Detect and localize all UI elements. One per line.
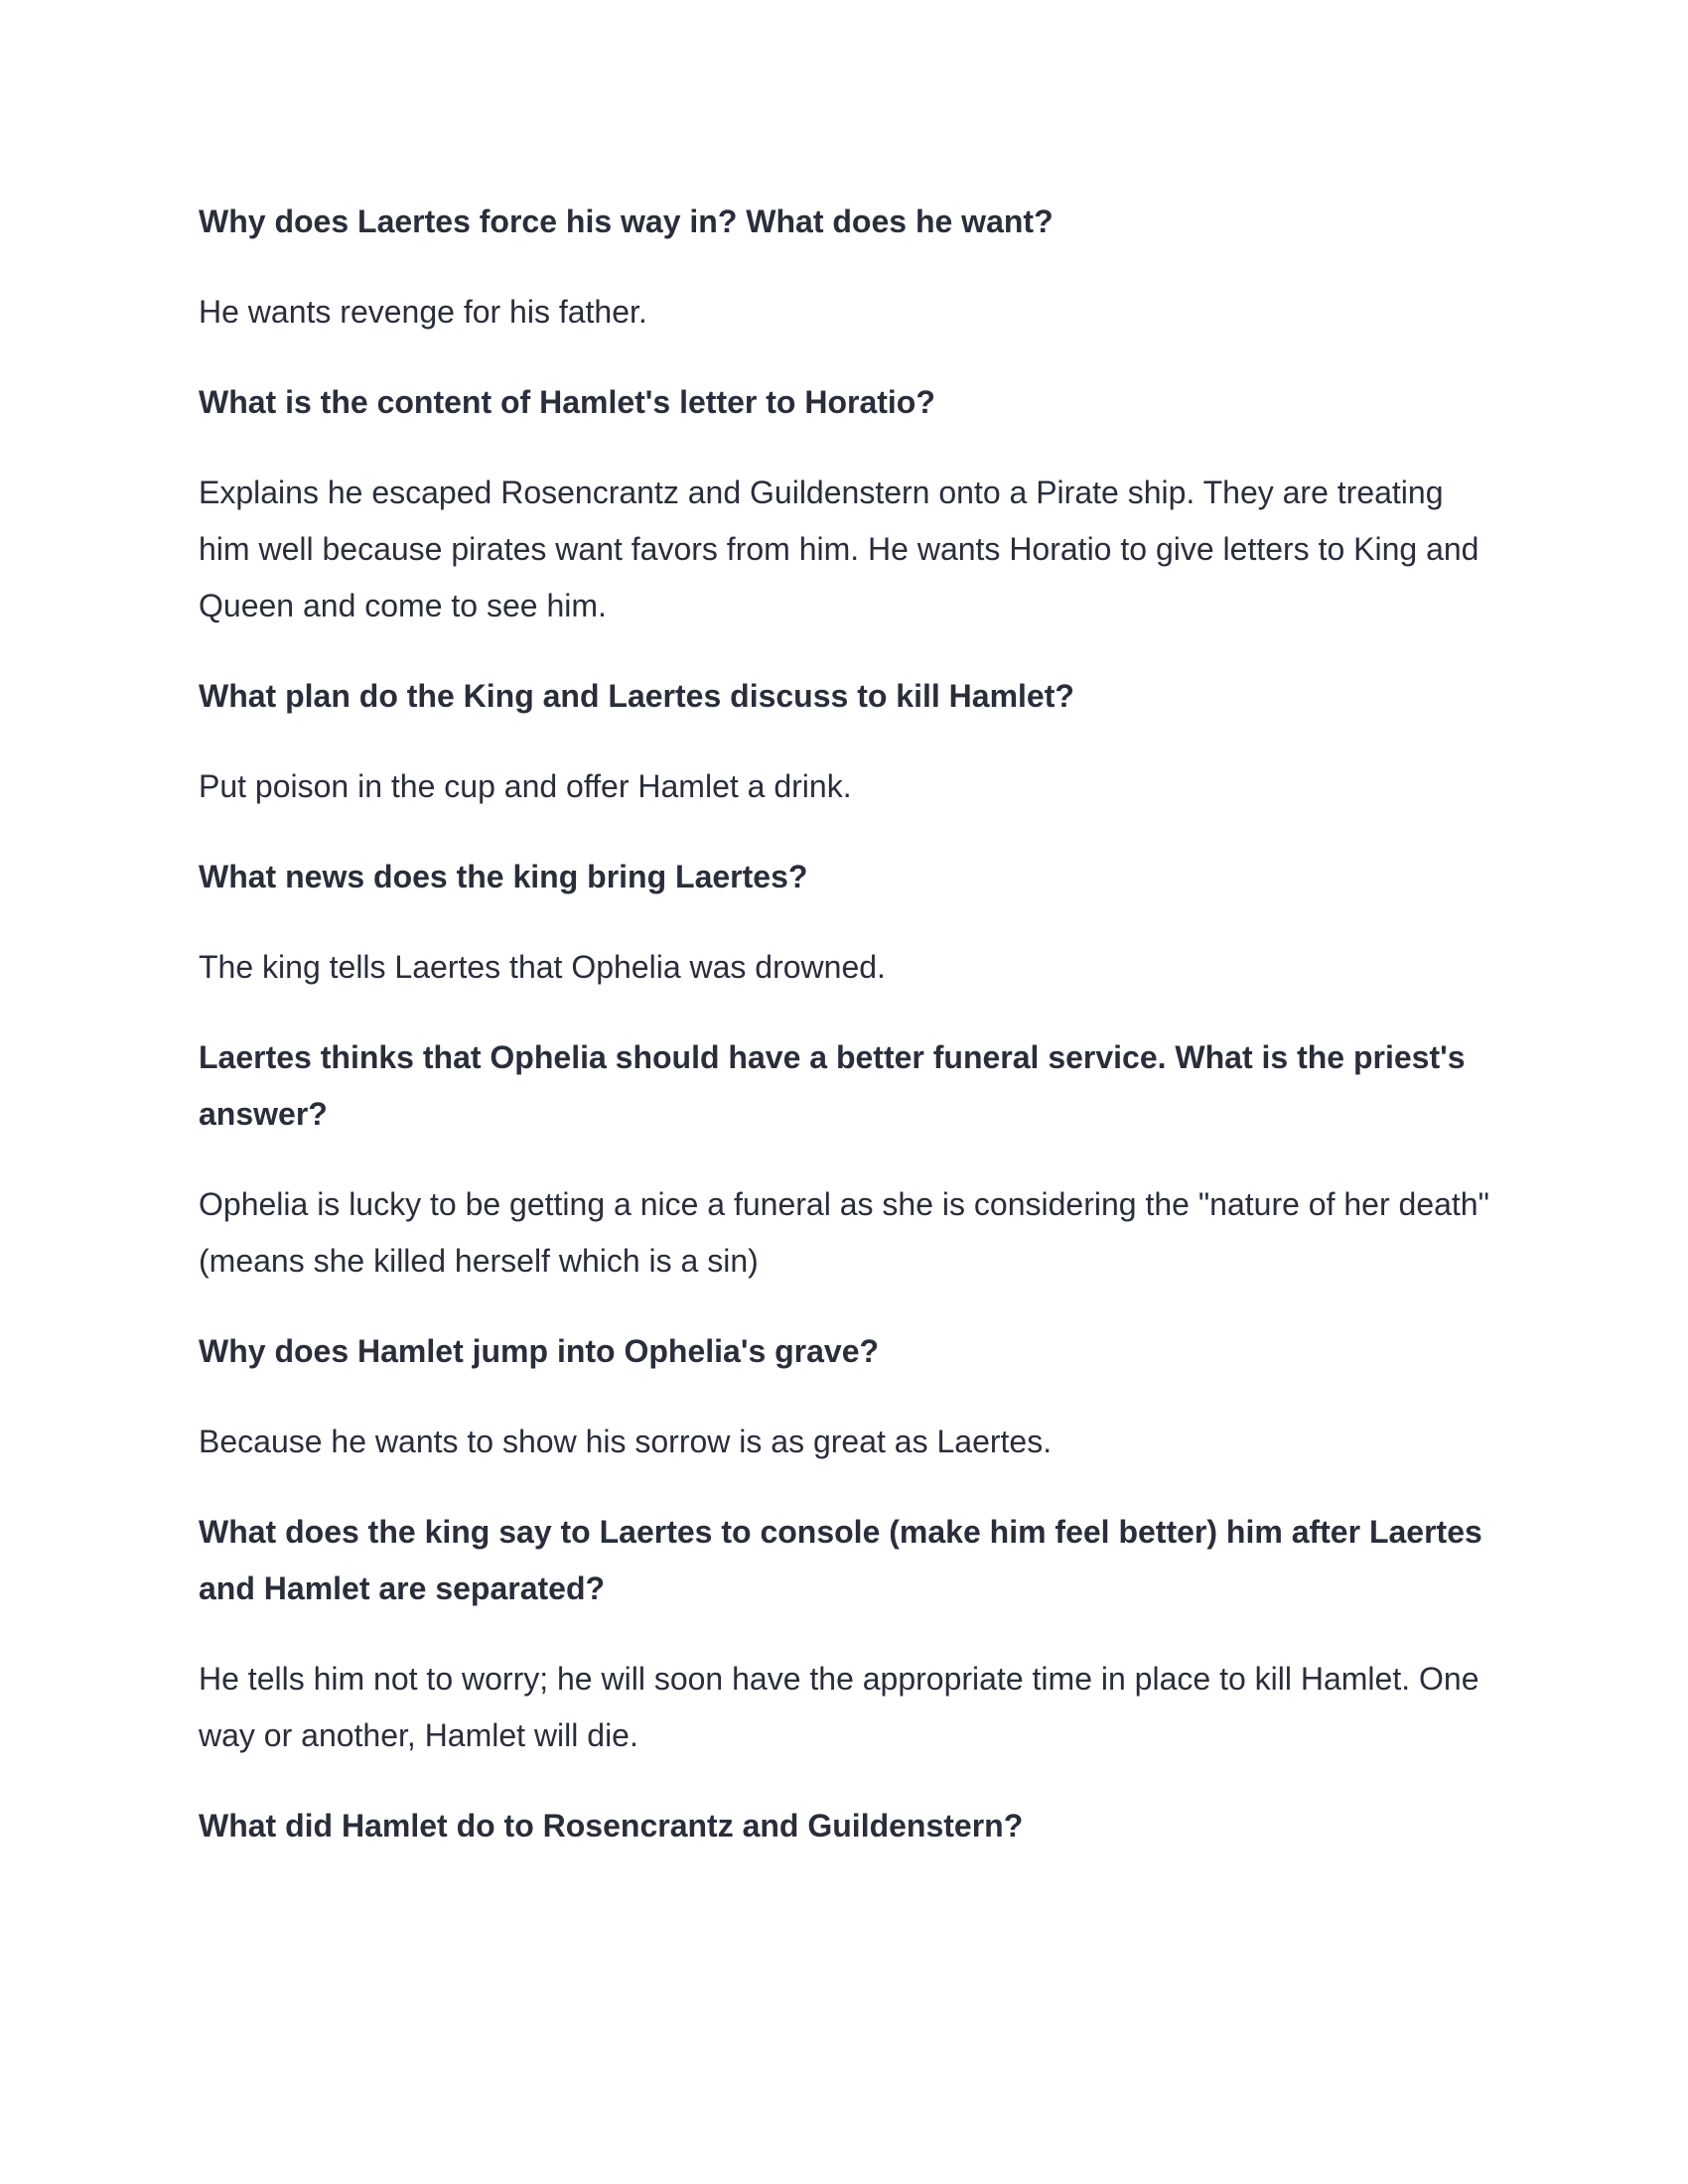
qa-item	[199, 1029, 1499, 1290]
question-text: What news does the king bring Laertes?	[199, 859, 808, 894]
answer-text: Explains he escaped Rosencrantz and Guildenstern onto a Pirate ship. They are treating him well because pirates want favors from him. He wants Horatio to give letters to King and Queen and come to see him.	[199, 475, 1479, 623]
qa-item	[199, 194, 1499, 341]
qa-item	[199, 668, 1499, 815]
question-text: What does the king say to Laertes to console (make him feel better) him after Laertes and Hamlet are separated?	[199, 1514, 1482, 1606]
answer-text: He tells him not to worry; he will soon have the appropriate time in place to kill Hamlet. One way or another, Hamlet will die.	[199, 1661, 1479, 1753]
qa-item	[199, 1504, 1499, 1764]
question-text: Laertes thinks that Ophelia should have a better funeral service. What is the priest's answer?	[199, 1039, 1466, 1132]
answer-text: Because he wants to show his sorrow is as great as Laertes.	[199, 1424, 1053, 1459]
answer-text: He wants revenge for his father.	[199, 294, 647, 330]
qa-item	[199, 849, 1499, 996]
question-text: What is the content of Hamlet's letter to Horatio?	[199, 384, 935, 420]
qa-item	[199, 374, 1499, 634]
answer-text: The king tells Laertes that Ophelia was drowned.	[199, 949, 886, 985]
question-text: What did Hamlet do to Rosencrantz and Guildenstern?	[199, 1808, 1024, 1843]
question-text: What plan do the King and Laertes discuss to kill Hamlet?	[199, 678, 1074, 714]
answer-text: Put poison in the cup and offer Hamlet a drink.	[199, 768, 852, 804]
question-text: Why does Hamlet jump into Ophelia's grave?	[199, 1333, 880, 1369]
qa-list	[199, 194, 1499, 1888]
qa-item	[199, 1798, 1499, 1854]
qa-item	[199, 1323, 1499, 1470]
answer-text: Ophelia is lucky to be getting a nice a funeral as she is considering the "nature of her death" (means she killed herself which is a sin)	[199, 1186, 1489, 1279]
question-text: Why does Laertes force his way in? What does he want?	[199, 204, 1054, 239]
